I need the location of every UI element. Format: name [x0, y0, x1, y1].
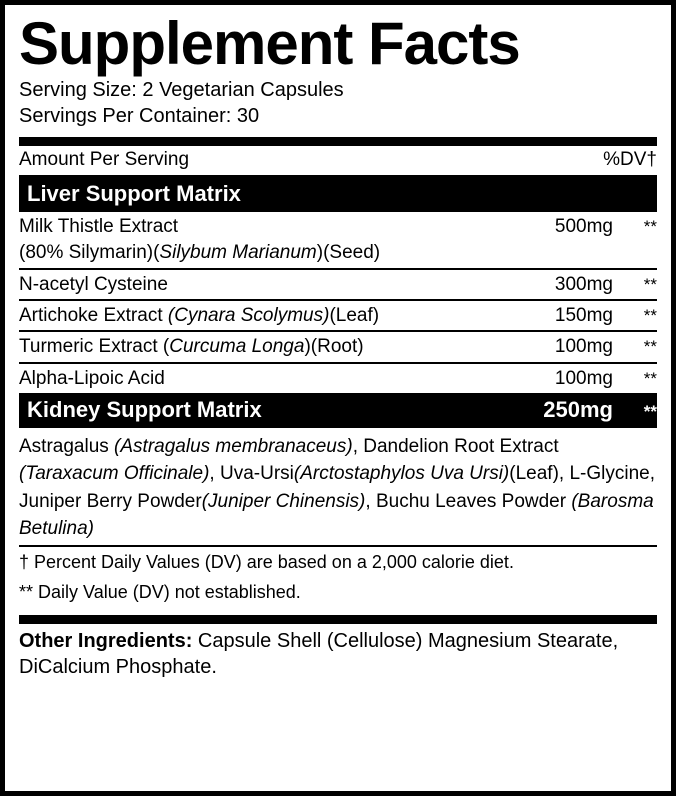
matrix-kidney-amount: 250mg [543, 396, 613, 422]
amount-per-serving-header-row [19, 146, 657, 175]
kidney-blend-ingredients [19, 428, 657, 545]
blend-part-1: (Astragalus membranaceus) [114, 435, 353, 457]
blend-part-6: (Leaf), L-Glycine, Juniper Berry Powder [19, 463, 655, 512]
ingredient-name: Alpha-Lipoic Acid [19, 367, 165, 389]
ingredient-dv: ** [643, 337, 657, 357]
ingredient-name-plain-2: )(Root) [304, 336, 364, 358]
ingredient-name-plain-2: (Leaf) [329, 305, 380, 327]
blend-part-5: (Arctostaphylos Uva Ursi) [293, 463, 510, 485]
ingredient-amount: 300mg [554, 274, 613, 296]
ingredient-latin-open-paren: ( [167, 305, 175, 327]
ingredient-dv: ** [643, 217, 657, 237]
ingredient-name-latin: Curcuma Longa [169, 336, 305, 358]
divider-thick-top [19, 137, 657, 146]
dv-header-label: %DV† [603, 149, 657, 171]
blend-part-0: Astragalus [19, 435, 115, 457]
ingredient-name-latin: (Cynara Scolymus) [167, 305, 330, 327]
ingredient-name-plain: Artichoke Extract [19, 305, 168, 327]
matrix-kidney-name: Kidney Support Matrix [27, 396, 262, 422]
matrix-liver-name: Liver Support Matrix [27, 181, 241, 207]
ingredient-name: N-acetyl Cysteine [19, 274, 168, 296]
matrix-header-kidney [19, 393, 657, 428]
table-row [19, 364, 657, 393]
other-ingredients [19, 624, 657, 680]
ingredient-amount: 100mg [554, 336, 613, 358]
ingredient-dv: ** [643, 368, 657, 388]
ingredient-subtext-latin: Silybum Marianum [159, 242, 317, 264]
footnote-daily-values: † Percent Daily Values (DV) are based on a 2,000 calorie diet. [19, 551, 514, 572]
ingredient-name [19, 335, 527, 358]
amount-per-serving-label: Amount Per Serving [19, 149, 190, 171]
blend-part-2: , Dandelion Root Extract [352, 435, 559, 457]
serving-size: Serving Size: 2 Vegetarian Capsules [19, 79, 344, 101]
ingredient-name [19, 304, 527, 327]
ingredient-dv: ** [643, 275, 657, 295]
other-ingredients-label: Other Ingredients: [19, 629, 193, 652]
blend-part-8: , Buchu Leaves Powder [365, 490, 572, 512]
ingredient-amount: 100mg [554, 367, 613, 389]
ingredient-latin-text: Cynara Scolymus [174, 305, 324, 327]
blend-part-3: (Taraxacum Officinale) [19, 463, 210, 485]
ingredient-name: Milk Thistle Extract [19, 216, 179, 238]
table-row [19, 212, 657, 241]
matrix-kidney-dv: ** [643, 401, 657, 421]
ingredient-amount: 500mg [554, 216, 613, 238]
table-row [19, 332, 657, 361]
page-title: Supplement Facts [19, 10, 520, 77]
other-ingredients-text: Capsule Shell (Cellulose) Magnesium Stearate, DiCalcium Phosphate. [19, 629, 619, 678]
blend-part-7: (Juniper Chinensis) [201, 490, 366, 512]
ingredient-subtext [19, 241, 657, 268]
ingredient-dv: ** [643, 306, 657, 326]
table-row [19, 301, 657, 330]
matrix-header-liver [19, 177, 657, 212]
table-row [19, 270, 657, 299]
servings-per-container: Servings Per Container: 30 [19, 104, 260, 127]
ingredient-subtext-plain: (80% Silymarin)( [19, 242, 160, 264]
footnote-not-established: ** Daily Value (DV) not established. [19, 581, 301, 602]
blend-part-9: (Barosma Betulina) [19, 490, 654, 540]
blend-part-4: , Uva-Ursi [209, 463, 294, 485]
divider-thick-bottom [19, 615, 657, 624]
ingredient-amount: 150mg [554, 305, 613, 327]
ingredient-name-plain: Turmeric Extract ( [19, 336, 170, 358]
ingredient-subtext-plain-2: )(Seed) [316, 242, 381, 264]
